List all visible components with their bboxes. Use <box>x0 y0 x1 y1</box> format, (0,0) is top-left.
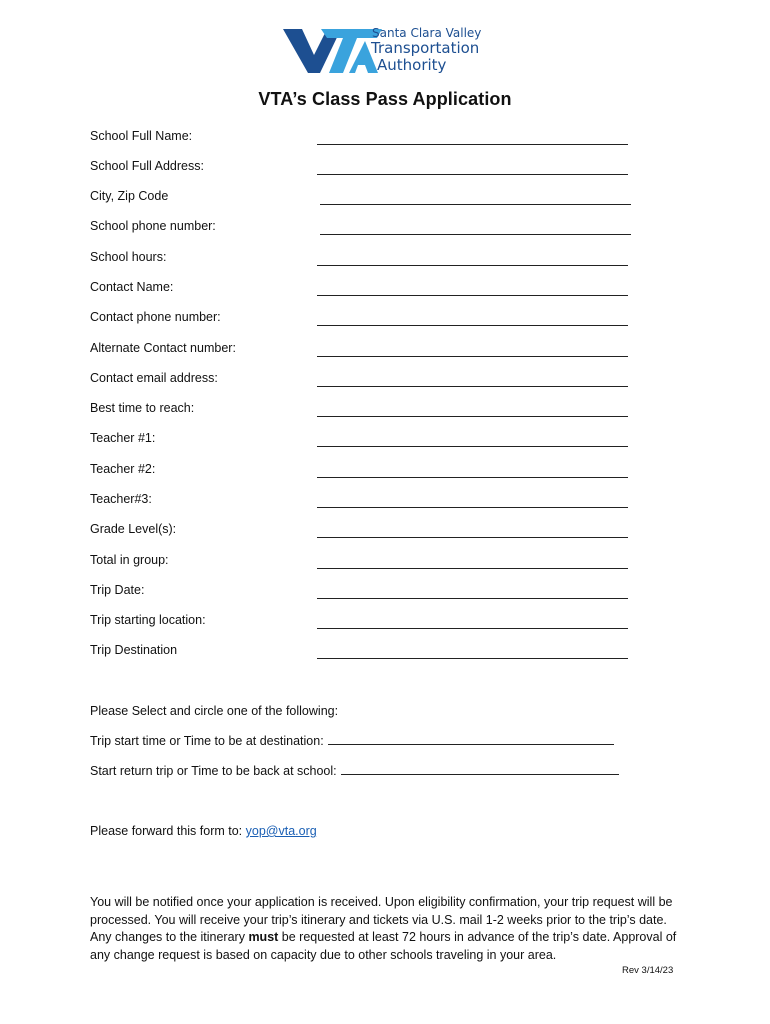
field-label-trip-start-location: Trip starting location: <box>90 613 206 627</box>
field-label-contact-name: Contact Name: <box>90 280 174 294</box>
logo-line-3: Authority <box>377 56 447 74</box>
notice-emphasis: must <box>248 930 279 944</box>
contact-name-field[interactable] <box>317 295 628 296</box>
field-label-total-group: Total in group: <box>90 553 169 567</box>
vta-logo <box>283 26 503 78</box>
field-label-school-name: School Full Name: <box>90 129 193 143</box>
trip-start-label: Trip start time or Time to be at destination: <box>90 734 324 748</box>
field-label-grade-levels: Grade Level(s): <box>90 522 177 536</box>
school-name-field[interactable] <box>317 144 628 145</box>
field-label-school-hours: School hours: <box>90 250 167 264</box>
trip-destination-field[interactable] <box>317 658 628 659</box>
vta-logo-mark-icon <box>283 28 383 74</box>
return-trip-row <box>90 764 619 778</box>
field-label-best-time: Best time to reach: <box>90 401 195 415</box>
field-label-trip-date: Trip Date: <box>90 583 145 597</box>
forward-prefix: Please forward this form to: <box>90 824 243 838</box>
trip-start-location-field[interactable] <box>317 628 628 629</box>
teacher-2-field[interactable] <box>317 477 628 478</box>
field-label-trip-destination: Trip Destination <box>90 643 178 657</box>
revision-label: Rev 3/14/23 <box>622 965 674 976</box>
school-hours-field[interactable] <box>317 265 628 266</box>
notice-part-1: You will be notified once your application is received. Upon eligibility confirmation, your trip request will be processed. You will receive your trip’s itinerary and tickets via U.S. mail 1-2 weeks prior to the trip’s date. Any changes to the itinerary <box>90 895 673 944</box>
forward-row <box>90 824 317 838</box>
school-phone-field[interactable] <box>320 234 631 235</box>
email-link[interactable]: yop@vta.org <box>245 824 317 838</box>
select-prompt: Please Select and circle one of the following: <box>90 704 339 718</box>
school-address-field[interactable] <box>317 174 628 175</box>
notice-paragraph <box>90 894 690 964</box>
field-label-city-zip: City, Zip Code <box>90 189 169 203</box>
city-zip-field[interactable] <box>320 204 631 205</box>
field-label-teacher-1: Teacher #1: <box>90 431 156 445</box>
notice-part-2: be requested at least 72 hours in advance of the trip’s date. Approval of any change request is based on capacity due to other schools traveling in your area. <box>90 930 677 962</box>
field-label-contact-email: Contact email address: <box>90 371 218 385</box>
field-label-school-phone: School phone number: <box>90 219 216 233</box>
trip-start-field[interactable] <box>328 744 614 745</box>
field-label-teacher-3: Teacher#3: <box>90 492 152 506</box>
return-trip-field[interactable] <box>341 774 619 775</box>
total-group-field[interactable] <box>317 568 628 569</box>
trip-start-row <box>90 734 614 748</box>
page-title: VTA’s Class Pass Application <box>258 89 512 109</box>
field-label-teacher-2: Teacher #2: <box>90 462 156 476</box>
logo-line-2: Transportation <box>371 39 480 57</box>
field-label-school-address: School Full Address: <box>90 159 204 173</box>
return-trip-label: Start return trip or Time to be back at school: <box>90 764 337 778</box>
trip-date-field[interactable] <box>317 598 628 599</box>
contact-email-field[interactable] <box>317 386 628 387</box>
field-label-contact-phone: Contact phone number: <box>90 310 221 324</box>
alternate-contact-field[interactable] <box>317 356 628 357</box>
logo-line-1: Santa Clara Valley <box>372 26 482 40</box>
teacher-1-field[interactable] <box>317 446 628 447</box>
field-label-alternate-contact: Alternate Contact number: <box>90 341 236 355</box>
best-time-field[interactable] <box>317 416 628 417</box>
grade-levels-field[interactable] <box>317 537 628 538</box>
contact-phone-field[interactable] <box>317 325 628 326</box>
teacher-3-field[interactable] <box>317 507 628 508</box>
